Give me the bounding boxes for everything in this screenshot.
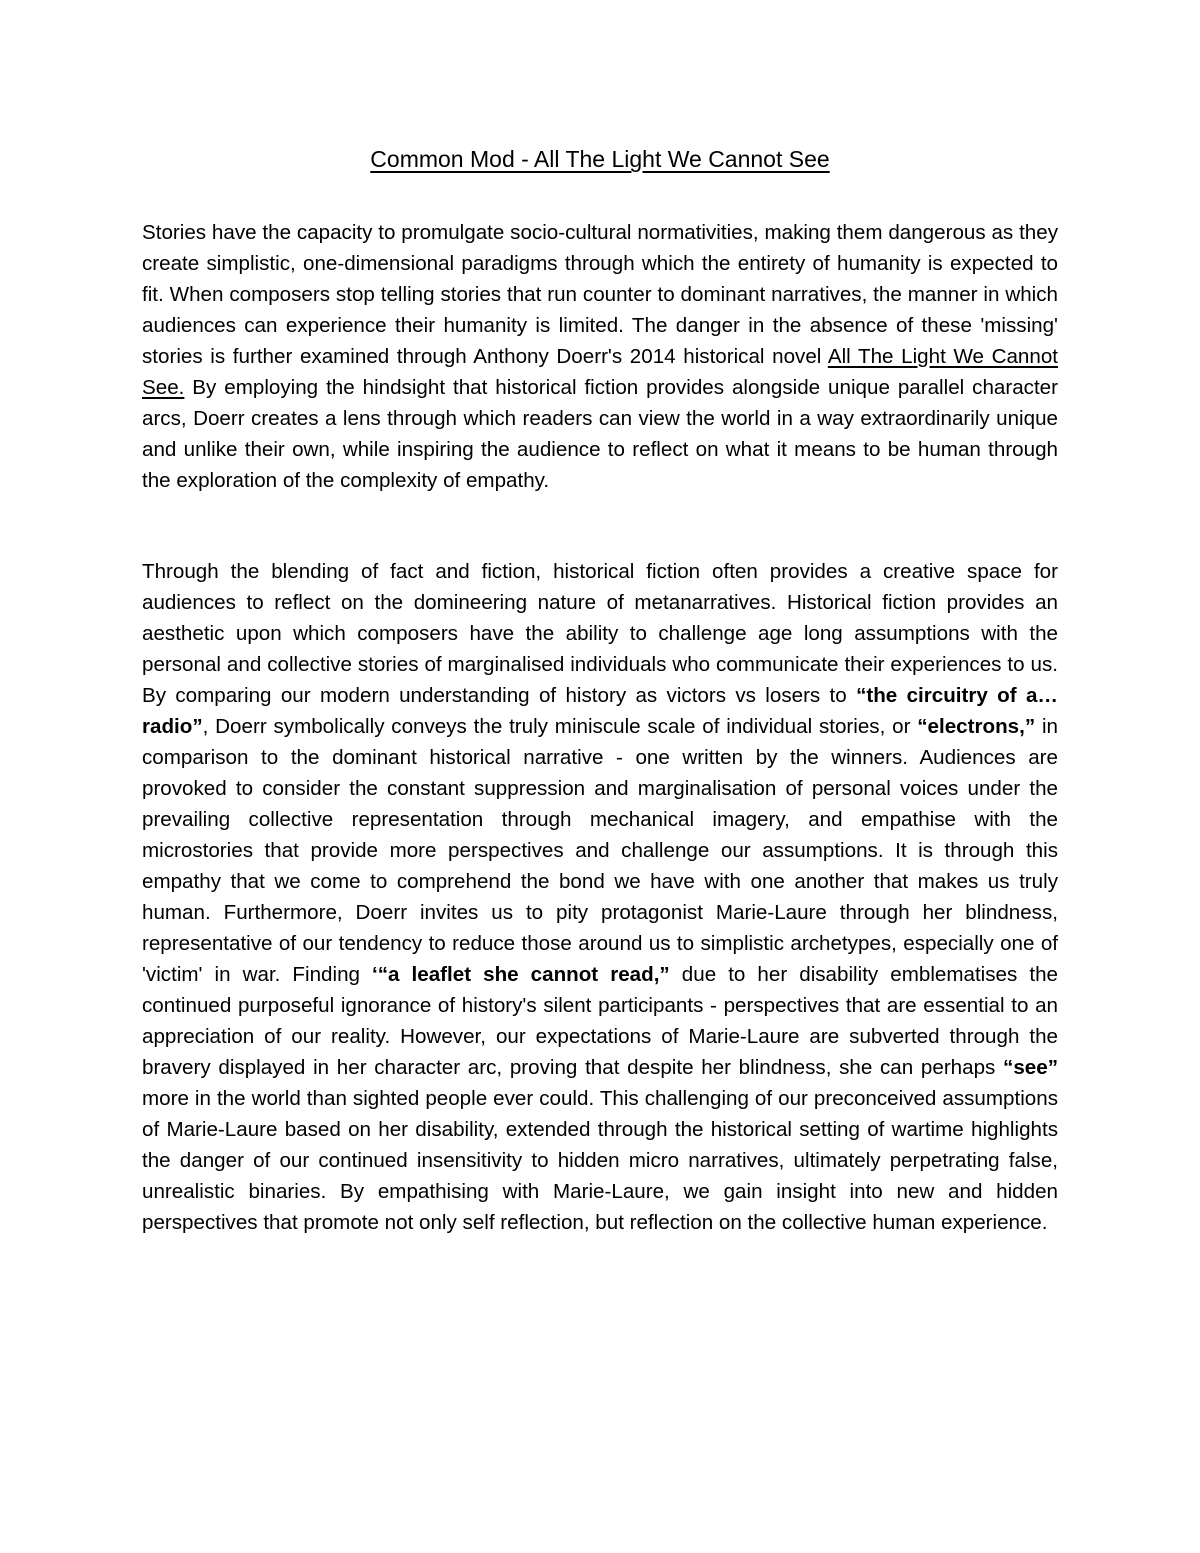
book-title: All The Light We Cannot See. — [142, 345, 1058, 399]
paragraph-text: more in the world than sighted people ever could. This challenging of our preconceived assumptions of Marie-Laure based on her disability, extended through the historical setting of wartime highlights the danger of our continued insensitivity to hidden micro narratives, ultimately perpetrating false, unrealistic binaries. By empathising with Marie-Laure, we gain insight into new and hidden perspectives that promote not only self reflection, but reflection on the collective human experience. — [142, 1087, 1058, 1234]
quote-leaflet: ‘“a leaflet she cannot read,” — [372, 963, 670, 986]
paragraph-text: Through the blending of fact and fiction, historical fiction often provides a creative space for audiences to reflect on the domineering nature of metanarratives. Historical fiction provides an aesthetic upon which composers have the ability to challenge age long assumptions with the personal and collective stories of marginalised individuals who communicate their experiences to us. By comparing our modern understanding of history as victors vs losers to — [142, 560, 1058, 707]
quote-see: “see” — [1003, 1056, 1058, 1079]
paragraph-text: , Doerr symbolically conveys the truly miniscule scale of individual stories, or — [202, 715, 918, 738]
document-title: Common Mod - All The Light We Cannot See — [370, 146, 830, 172]
paragraph-text: in comparison to the dominant historical narrative - one written by the winners. Audiences are provoked to consider the constant suppression and marginalisation of personal voices under the prevailing collective representation through mechanical imagery, and empathise with the microstories that provide more perspectives and challenge our assumptions. It is through this empathy that we come to comprehend the bond we have with one another that makes us truly human. Furthermore, Doerr invites us to pity protagonist Marie-Laure through her blindness, representative of our tendency to reduce those around us to simplistic archetypes, especially one of 'victim' in war. Finding — [142, 715, 1058, 986]
paragraph-text: due to her disability emblematises the continued purposeful ignorance of history's silent participants - perspectives that are essential to an appreciation of our reality. However, our expectations of Marie-Laure are subverted through the bravery displayed in her character arc, proving that despite her blindness, she can perhaps — [142, 963, 1058, 1079]
paragraph-text: By employing the hindsight that historical fiction provides alongside unique parallel character arcs, Doerr creates a lens through which readers can view the world in a way extraordinarily unique and unlike their own, while inspiring the audience to reflect on what it means to be human through the exploration of the complexity of empathy. — [142, 376, 1058, 492]
paragraph-introduction — [142, 217, 1058, 496]
quote-circuitry: “the circuitry of a… radio” — [142, 684, 1058, 738]
paragraph-body — [142, 556, 1058, 1238]
quote-electrons: “electrons,” — [917, 715, 1036, 738]
paragraph-text: Stories have the capacity to promulgate socio-cultural normativities, making them dangerous as they create simplistic, one-dimensional paradigms through which the entirety of humanity is expected to fit. When composers stop telling stories that run counter to dominant narratives, the manner in which audiences can experience their humanity is limited. The danger in the absence of these 'missing' stories is further examined through Anthony Doerr's 2014 historical novel — [142, 221, 1058, 368]
